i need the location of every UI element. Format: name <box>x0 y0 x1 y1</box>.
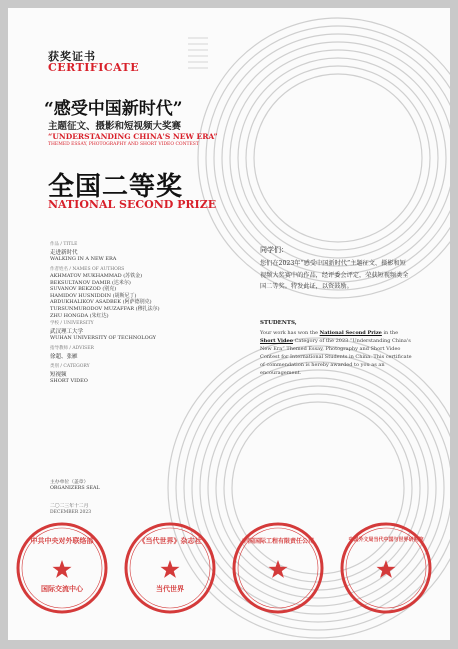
category-label: 类别 / CATEGORY <box>50 364 90 369</box>
certificate-page <box>8 8 450 640</box>
school-name-en: WUHAN UNIVERSITY OF TECHNOLOGY <box>50 335 156 341</box>
issue-date-en: DECEMBER 2023 <box>50 510 92 515</box>
issue-date-cn: 二〇二三年十二月 <box>50 504 89 509</box>
school-label: 学校 / UNIVERSITY <box>50 321 94 326</box>
authors-label: 作者姓名 / NAMES OF AUTHORS <box>50 267 125 272</box>
seal-organizer-4 <box>338 520 434 616</box>
seal-text: 中共中央对外联络部 <box>30 536 94 545</box>
seal-text: 《当代世界》杂志社 <box>138 536 202 545</box>
category-en: SHORT VIDEO <box>50 378 88 384</box>
body-text-en <box>260 329 412 378</box>
author-line: SUVANOV BEKZOD (别克) <box>50 286 117 293</box>
seal-text: 中国国际工程有限责任公司 <box>241 538 314 545</box>
prize-title-en: NATIONAL SECOND PRIZE <box>48 198 217 211</box>
adviser-names: 徐超、张雁 <box>50 354 78 360</box>
body-en-part: Category of the 2023 “Understanding China's New Era” Themed Essay, Photography and Short Video Contest for International Students in China. This certificate of commendation is hereby awarded to you as an encouragement. <box>260 338 412 377</box>
contest-subtitle-cn: 主题征文、摄影和短视频大奖赛 <box>48 121 182 132</box>
organizer-label-cn: 主办单位（盖章） <box>50 480 89 485</box>
author-line: ABDUKHALIKOV ASADBEK (阿萨德别克) <box>50 299 152 306</box>
school-name-cn: 武汉理工大学 <box>50 329 84 335</box>
seal-ring-icon <box>230 520 326 616</box>
author-line: AKHMATOV MUKHAMMAD (苏铁金) <box>50 273 143 279</box>
contest-name-en: “UNDERSTANDING CHINA'S NEW ERA” <box>48 132 218 141</box>
seal-text: 中国外文局当代中国与世界研究院 <box>348 537 424 543</box>
certificate-title-en: CERTIFICATE <box>48 61 140 74</box>
certificate-title-cn: 获奖证书 <box>48 50 96 63</box>
author-line: HAMIDOV HUSNIDDIN (胡斯尼丁) <box>50 292 137 299</box>
work-title-cn: 走进新时代 <box>50 250 78 256</box>
work-label: 作品 / TITLE <box>50 242 78 247</box>
body-en-part: in the <box>383 330 399 336</box>
author-line: TURSUNMURODOV MUZAFFAR (穆扎法尔) <box>50 305 160 312</box>
body-en-category: Short Video <box>260 338 293 345</box>
salutation-en: STUDENTS, <box>260 320 297 326</box>
prize-title-cn: 全国二等奖 <box>48 172 184 202</box>
work-title-en: WALKING IN A NEW ERA <box>50 256 117 262</box>
adviser-label: 指导教师 / ADVISER <box>50 346 94 351</box>
seal-organizer-2 <box>122 520 218 616</box>
seal-organizer-3 <box>230 520 326 616</box>
contest-subtitle-en: THEMED ESSAY, PHOTOGRAPHY AND SHORT VIDEO CONTEST <box>48 142 199 147</box>
organizer-label-en: ORGANIZERS SEAL <box>50 486 100 491</box>
seal-ring-icon <box>338 520 434 616</box>
seal-bottom-text: 国际交流中心 <box>41 584 83 593</box>
body-en-prize: National Second Prize <box>319 330 382 336</box>
category-cn: 短视频 <box>50 372 67 378</box>
authors-list <box>50 273 160 319</box>
author-line: BEKSULTANOV DAMIR (达米尔) <box>50 279 131 286</box>
body-text-cn: 您们在2023年“感受中国新时代”主题征文、摄影和短视频大奖赛中的作品，经评委会评定，荣获短视频类全国二等奖。特发此证，以资鼓励。 <box>260 260 409 290</box>
seal-ring-icon <box>14 520 110 616</box>
body-en-part: Your work has won the <box>260 330 319 336</box>
seal-ring-icon <box>122 520 218 616</box>
seal-organizer-1 <box>14 520 110 616</box>
contest-name-cn: “感受中国新时代” <box>44 99 183 119</box>
salutation-cn: 同学们： <box>260 246 288 254</box>
seal-bottom-text: 当代世界 <box>156 584 184 593</box>
author-line: ZHU HONGDA (朱红达) <box>50 312 109 319</box>
